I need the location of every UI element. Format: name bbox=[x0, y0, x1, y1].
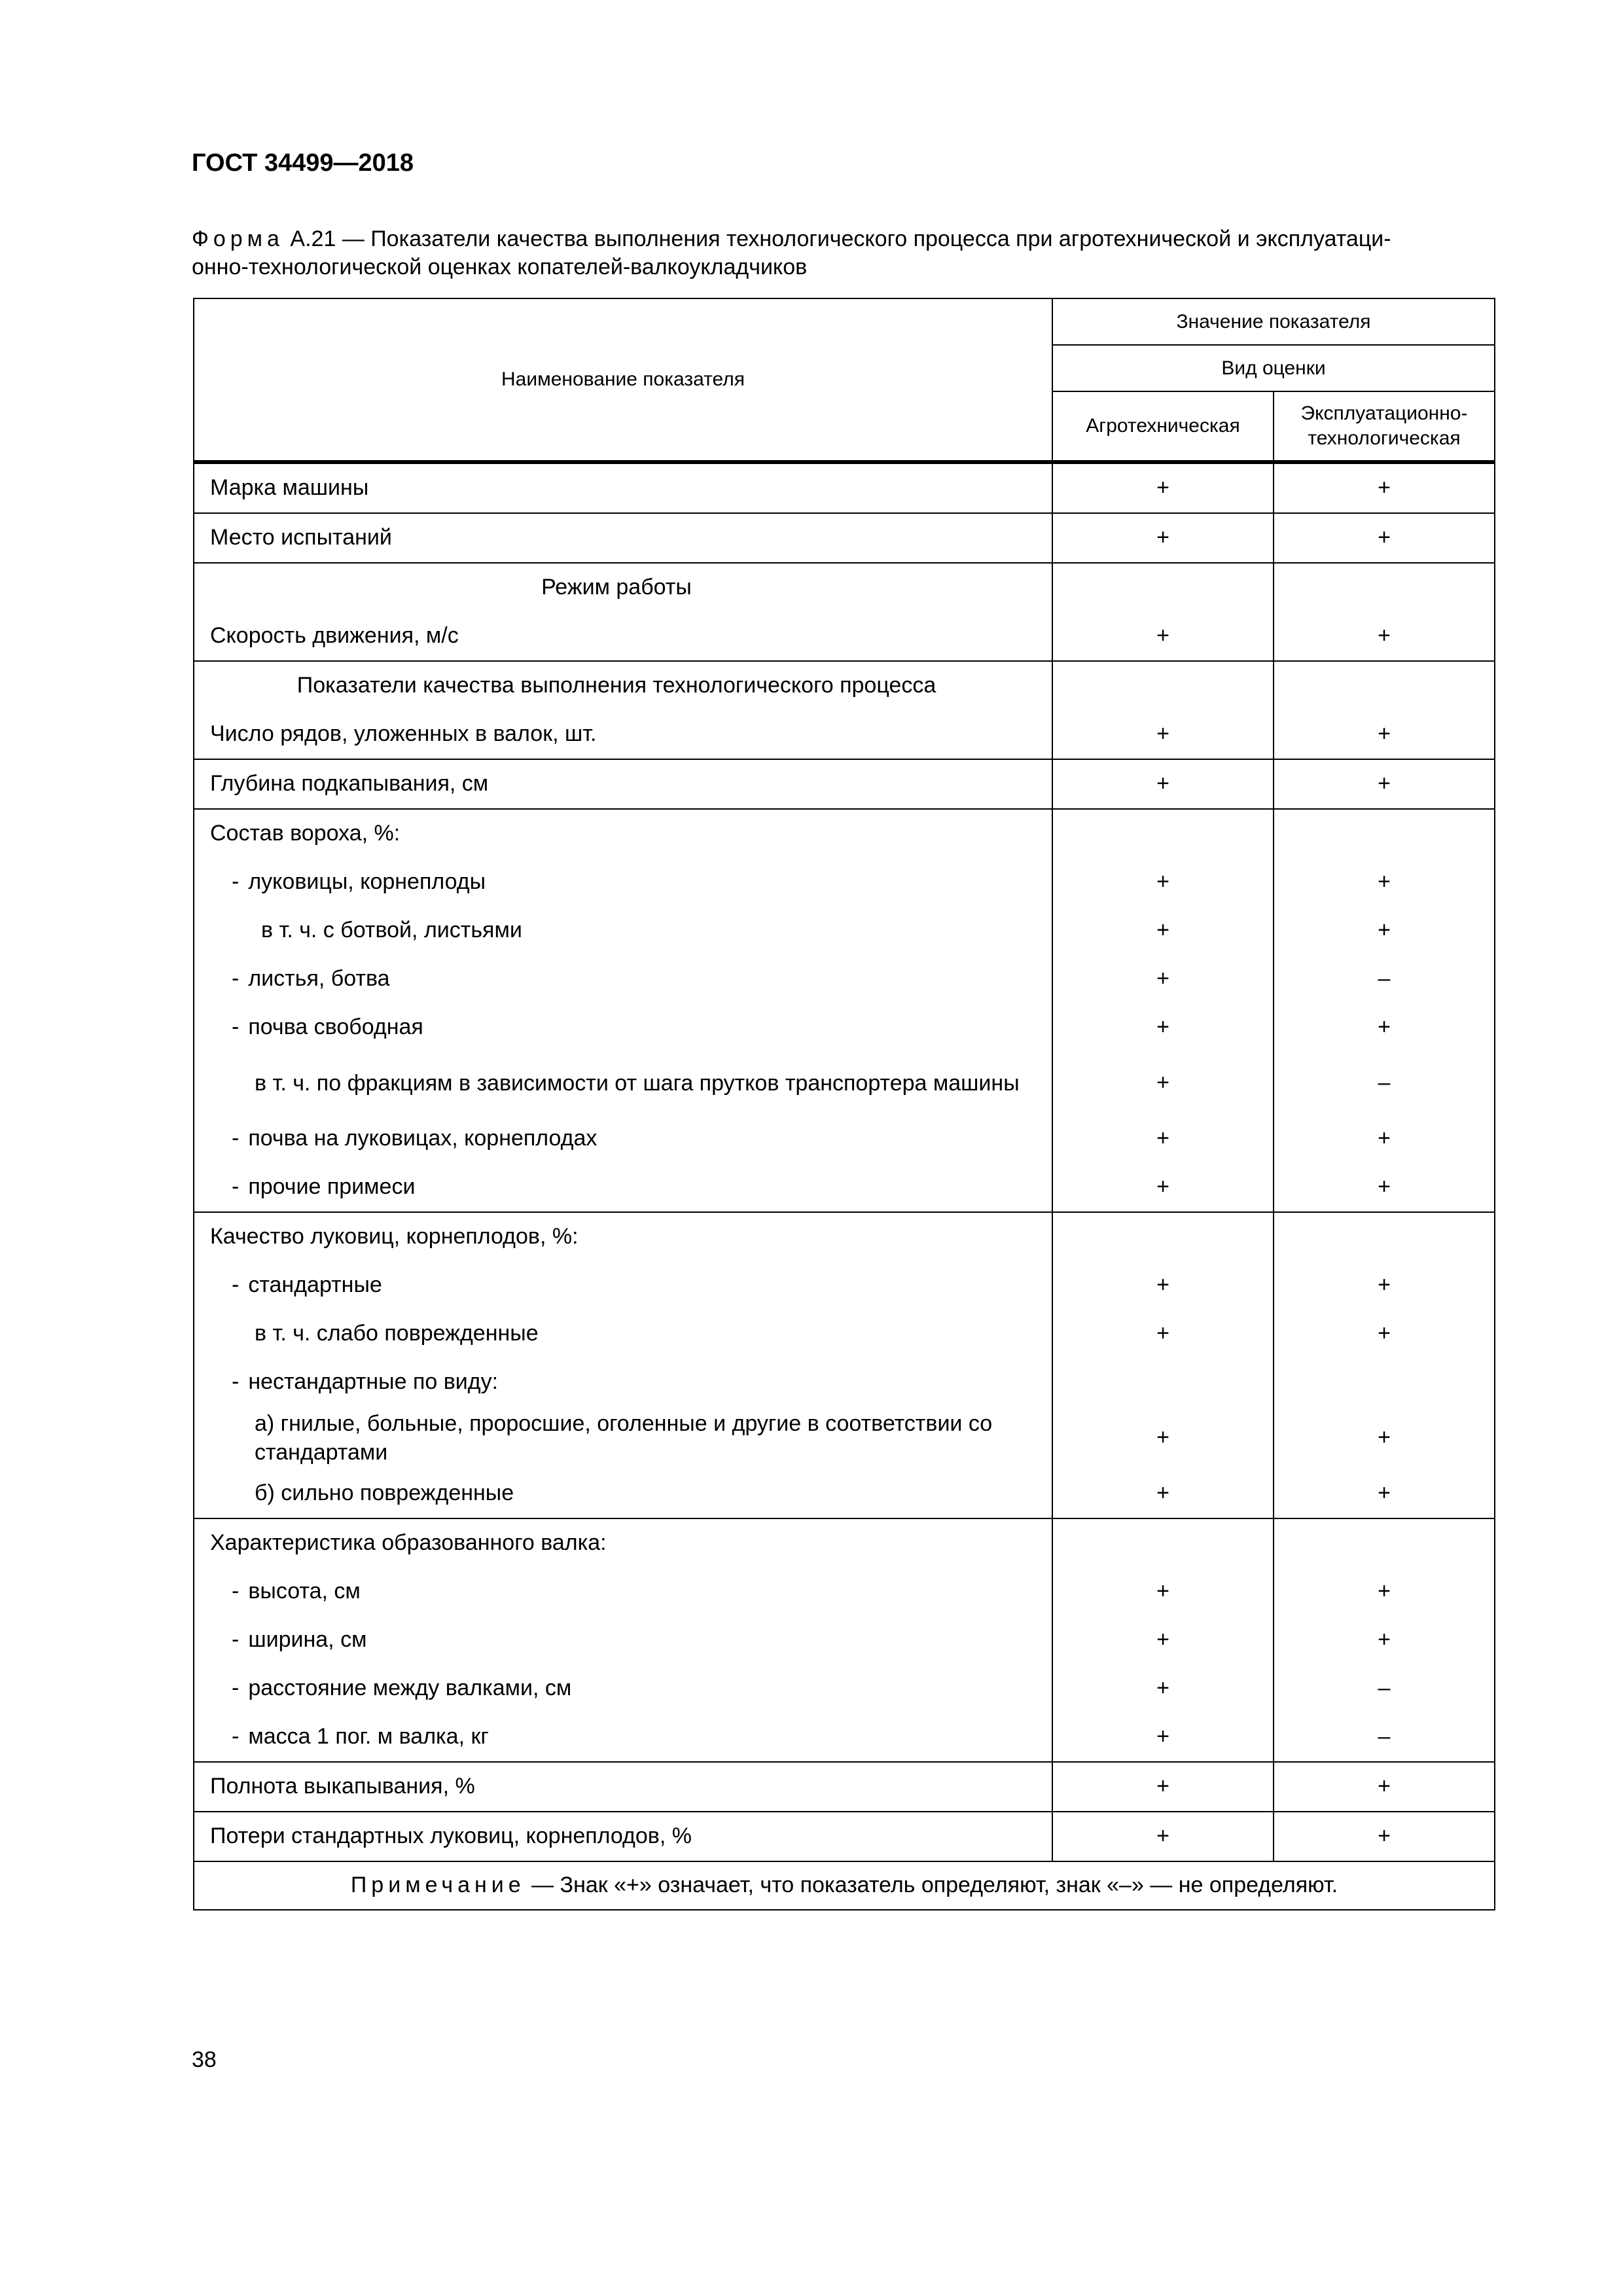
agrotechnical-mark: + bbox=[1156, 1823, 1169, 1848]
agrotechnical-mark bbox=[1053, 1213, 1273, 1261]
agrotechnical-mark bbox=[1053, 810, 1273, 858]
exploitation-cell bbox=[1274, 463, 1495, 513]
list-dash: - bbox=[232, 966, 240, 991]
agrotechnical-mark: + bbox=[1156, 1425, 1169, 1450]
list-dash: - bbox=[232, 1369, 240, 1394]
agrotechnical-mark: + bbox=[1156, 1774, 1169, 1799]
list-dash: - bbox=[232, 869, 240, 894]
indicator-line bbox=[194, 1519, 1052, 1568]
exploitation-mark bbox=[1274, 1213, 1494, 1261]
table-row bbox=[194, 563, 1495, 661]
header-value-group: Значение показателя bbox=[1052, 298, 1495, 345]
indicator-cell bbox=[194, 1762, 1052, 1812]
indicator-label: Характеристика образованного валка: bbox=[210, 1530, 607, 1555]
agrotechnical-mark: + bbox=[1156, 1126, 1169, 1151]
agrotechnical-mark bbox=[1053, 1519, 1273, 1568]
indicator-line bbox=[194, 564, 1052, 612]
exploitation-mark: + bbox=[1378, 721, 1391, 746]
header-exploitation: Эксплуатационно-технологическая bbox=[1274, 391, 1495, 461]
exploitation-mark: + bbox=[1378, 1774, 1391, 1799]
indicator-label: листья, ботва bbox=[248, 966, 390, 991]
agrotechnical-mark: + bbox=[1156, 869, 1169, 894]
exploitation-mark: + bbox=[1378, 918, 1391, 942]
indicator-label: расстояние между валками, см bbox=[248, 1676, 572, 1700]
exploitation-cell bbox=[1274, 661, 1495, 759]
agrotechnical-mark: + bbox=[1156, 1676, 1169, 1700]
caption-text-line2: онно-технологической оценках копателей-валкоукладчиков bbox=[192, 255, 808, 279]
agrotechnical-mark: + bbox=[1156, 1321, 1169, 1346]
agrotechnical-cell bbox=[1052, 809, 1274, 1212]
exploitation-cell bbox=[1274, 1762, 1495, 1812]
indicator-line bbox=[194, 1310, 1052, 1358]
indicator-label: б) сильно поврежденные bbox=[255, 1480, 514, 1505]
table-row bbox=[194, 1518, 1495, 1762]
agrotechnical-mark: + bbox=[1156, 771, 1169, 796]
agrotechnical-cell bbox=[1052, 513, 1274, 563]
indicator-line bbox=[194, 464, 1052, 512]
indicator-label: Число рядов, уложенных в валок, шт. bbox=[210, 721, 597, 746]
exploitation-mark bbox=[1274, 1519, 1494, 1568]
exploitation-mark: – bbox=[1378, 1724, 1391, 1749]
indicator-label: нестандартные по виду: bbox=[248, 1369, 499, 1394]
indicator-cell bbox=[194, 513, 1052, 563]
indicator-label: почва свободная bbox=[248, 1014, 423, 1039]
indicator-line bbox=[194, 906, 1052, 955]
indicator-label: луковицы, корнеплоды bbox=[248, 869, 486, 894]
header-agrotechnical: Агротехническая bbox=[1052, 391, 1274, 461]
indicator-label: в т. ч. с ботвой, листьями bbox=[261, 918, 522, 942]
indicator-line bbox=[194, 662, 1052, 710]
agrotechnical-cell bbox=[1052, 1812, 1274, 1861]
indicator-label: ширина, см bbox=[248, 1627, 367, 1652]
list-dash: - bbox=[232, 1724, 240, 1749]
exploitation-mark: – bbox=[1378, 1676, 1391, 1700]
indicator-line bbox=[194, 710, 1052, 759]
table-header bbox=[194, 298, 1495, 463]
agrotechnical-mark: + bbox=[1156, 1014, 1169, 1039]
table-row bbox=[194, 463, 1495, 513]
indicator-label: прочие примеси bbox=[248, 1174, 416, 1199]
exploitation-mark: + bbox=[1378, 771, 1391, 796]
list-dash: - bbox=[232, 1126, 240, 1151]
agrotechnical-mark: + bbox=[1156, 475, 1169, 500]
agrotechnical-mark: + bbox=[1156, 721, 1169, 746]
indicator-line bbox=[194, 1812, 1052, 1861]
agrotechnical-cell bbox=[1052, 759, 1274, 809]
indicator-line bbox=[194, 1003, 1052, 1052]
exploitation-mark: + bbox=[1378, 1126, 1391, 1151]
indicator-line bbox=[194, 955, 1052, 1003]
exploitation-cell bbox=[1274, 1812, 1495, 1861]
indicator-label: стандартные bbox=[248, 1272, 382, 1297]
indicator-line bbox=[194, 1763, 1052, 1811]
indicator-line bbox=[194, 1469, 1052, 1518]
document-code: ГОСТ 34499—2018 bbox=[192, 149, 414, 177]
table-caption bbox=[192, 225, 1494, 281]
exploitation-cell bbox=[1274, 513, 1495, 563]
agrotechnical-cell bbox=[1052, 1212, 1274, 1518]
exploitation-mark bbox=[1274, 564, 1494, 612]
agrotechnical-mark bbox=[1053, 564, 1273, 612]
note-text: — Знак «+» означает, что показатель определяют, знак «–» — не определяют. bbox=[525, 1873, 1338, 1897]
indicator-line bbox=[194, 1052, 1052, 1115]
exploitation-mark bbox=[1274, 1358, 1494, 1407]
indicator-label: высота, см bbox=[248, 1579, 361, 1604]
list-dash: - bbox=[232, 1272, 240, 1297]
agrotechnical-mark: + bbox=[1156, 1070, 1169, 1095]
indicator-label: почва на луковицах, корнеплодах bbox=[248, 1126, 597, 1151]
indicator-line bbox=[194, 1213, 1052, 1261]
indicator-cell bbox=[194, 463, 1052, 513]
exploitation-mark: + bbox=[1378, 1823, 1391, 1848]
indicator-line bbox=[194, 1568, 1052, 1616]
agrotechnical-mark: + bbox=[1156, 1627, 1169, 1652]
exploitation-cell bbox=[1274, 563, 1495, 661]
agrotechnical-cell bbox=[1052, 661, 1274, 759]
note-label: Примечание bbox=[350, 1873, 526, 1897]
indicator-label: Состав вороха, %: bbox=[210, 821, 401, 846]
agrotechnical-mark bbox=[1053, 662, 1273, 710]
exploitation-mark: + bbox=[1378, 525, 1391, 550]
table-row bbox=[194, 1812, 1495, 1861]
indicators-table bbox=[193, 298, 1495, 1910]
indicator-label: Режим работы bbox=[541, 575, 692, 600]
indicator-line bbox=[194, 1713, 1052, 1761]
indicator-line bbox=[194, 1261, 1052, 1310]
agrotechnical-mark bbox=[1053, 1358, 1273, 1407]
indicator-line bbox=[194, 514, 1052, 562]
header-evaluation-type: Вид оценки bbox=[1052, 345, 1495, 391]
indicator-cell bbox=[194, 1812, 1052, 1861]
table-note bbox=[194, 1861, 1495, 1910]
list-dash: - bbox=[232, 1014, 240, 1039]
indicator-cell bbox=[194, 1212, 1052, 1518]
indicator-label: Марка машины bbox=[210, 475, 369, 500]
table-row bbox=[194, 1212, 1495, 1518]
list-dash: - bbox=[232, 1627, 240, 1652]
agrotechnical-mark: + bbox=[1156, 1174, 1169, 1199]
indicator-label: Потери стандартных луковиц, корнеплодов, % bbox=[210, 1823, 692, 1848]
exploitation-cell bbox=[1274, 809, 1495, 1212]
agrotechnical-cell bbox=[1052, 563, 1274, 661]
table-row bbox=[194, 661, 1495, 759]
indicator-line bbox=[194, 760, 1052, 808]
agrotechnical-mark: + bbox=[1156, 525, 1169, 550]
table-body bbox=[194, 463, 1495, 1861]
exploitation-mark: – bbox=[1378, 966, 1391, 991]
indicator-cell bbox=[194, 1518, 1052, 1762]
exploitation-mark: + bbox=[1378, 1321, 1391, 1346]
exploitation-cell bbox=[1274, 1212, 1495, 1518]
indicator-label: а) гнилые, больные, проросшие, оголенные и другие в соответствии со стандартами bbox=[255, 1410, 993, 1465]
indicator-line bbox=[194, 858, 1052, 906]
list-dash: - bbox=[232, 1579, 240, 1604]
indicator-label: Скорость движения, м/с bbox=[210, 623, 459, 648]
exploitation-mark bbox=[1274, 662, 1494, 710]
caption-text: А.21 — Показатели качества выполнения технологического процесса при агротехнической и эксплуатаци- bbox=[283, 226, 1391, 251]
exploitation-mark: + bbox=[1378, 869, 1391, 894]
table-row bbox=[194, 1762, 1495, 1812]
exploitation-mark: + bbox=[1378, 623, 1391, 648]
agrotechnical-cell bbox=[1052, 463, 1274, 513]
exploitation-mark: + bbox=[1378, 1425, 1391, 1450]
list-dash: - bbox=[232, 1676, 240, 1700]
indicator-line bbox=[194, 612, 1052, 660]
agrotechnical-mark: + bbox=[1156, 1480, 1169, 1505]
exploitation-mark: + bbox=[1378, 1480, 1391, 1505]
table-row bbox=[194, 809, 1495, 1212]
indicator-line bbox=[194, 810, 1052, 858]
indicator-label: в т. ч. слабо поврежденные bbox=[255, 1321, 539, 1346]
exploitation-mark: + bbox=[1378, 1174, 1391, 1199]
indicator-label: масса 1 пог. м валка, кг bbox=[248, 1724, 489, 1749]
indicator-cell bbox=[194, 809, 1052, 1212]
indicator-line bbox=[194, 1407, 1052, 1469]
exploitation-mark: + bbox=[1378, 1014, 1391, 1039]
exploitation-mark: – bbox=[1378, 1070, 1391, 1095]
indicator-cell bbox=[194, 759, 1052, 809]
indicator-label: Место испытаний bbox=[210, 525, 392, 550]
indicator-cell bbox=[194, 563, 1052, 661]
indicator-line bbox=[194, 1616, 1052, 1664]
indicator-cell bbox=[194, 661, 1052, 759]
exploitation-mark: + bbox=[1378, 475, 1391, 500]
agrotechnical-cell bbox=[1052, 1762, 1274, 1812]
page-number: 38 bbox=[192, 2047, 217, 2072]
indicator-label: Глубина подкапывания, см bbox=[210, 771, 489, 796]
form-word: Форма bbox=[192, 226, 284, 251]
agrotechnical-mark: + bbox=[1156, 1579, 1169, 1604]
exploitation-mark: + bbox=[1378, 1627, 1391, 1652]
agrotechnical-mark: + bbox=[1156, 918, 1169, 942]
agrotechnical-mark: + bbox=[1156, 623, 1169, 648]
indicator-line bbox=[194, 1115, 1052, 1163]
exploitation-mark: + bbox=[1378, 1579, 1391, 1604]
agrotechnical-cell bbox=[1052, 1518, 1274, 1762]
exploitation-cell bbox=[1274, 1518, 1495, 1762]
agrotechnical-mark: + bbox=[1156, 1272, 1169, 1297]
table-row bbox=[194, 759, 1495, 809]
indicator-label: Показатели качества выполнения технологического процесса bbox=[296, 673, 936, 698]
indicator-line bbox=[194, 1163, 1052, 1211]
table-row bbox=[194, 513, 1495, 563]
header-indicator-name: Наименование показателя bbox=[194, 298, 1052, 461]
exploitation-mark: + bbox=[1378, 1272, 1391, 1297]
indicator-line bbox=[194, 1664, 1052, 1713]
list-dash: - bbox=[232, 1174, 240, 1199]
agrotechnical-mark: + bbox=[1156, 966, 1169, 991]
indicator-label: в т. ч. по фракциям в зависимости от шага прутков транспортера машины bbox=[255, 1070, 1020, 1096]
indicator-line bbox=[194, 1358, 1052, 1407]
indicator-label: Качество луковиц, корнеплодов, %: bbox=[210, 1224, 579, 1249]
indicator-label: Полнота выкапывания, % bbox=[210, 1774, 475, 1799]
exploitation-mark bbox=[1274, 810, 1494, 858]
exploitation-cell bbox=[1274, 759, 1495, 809]
agrotechnical-mark: + bbox=[1156, 1724, 1169, 1749]
